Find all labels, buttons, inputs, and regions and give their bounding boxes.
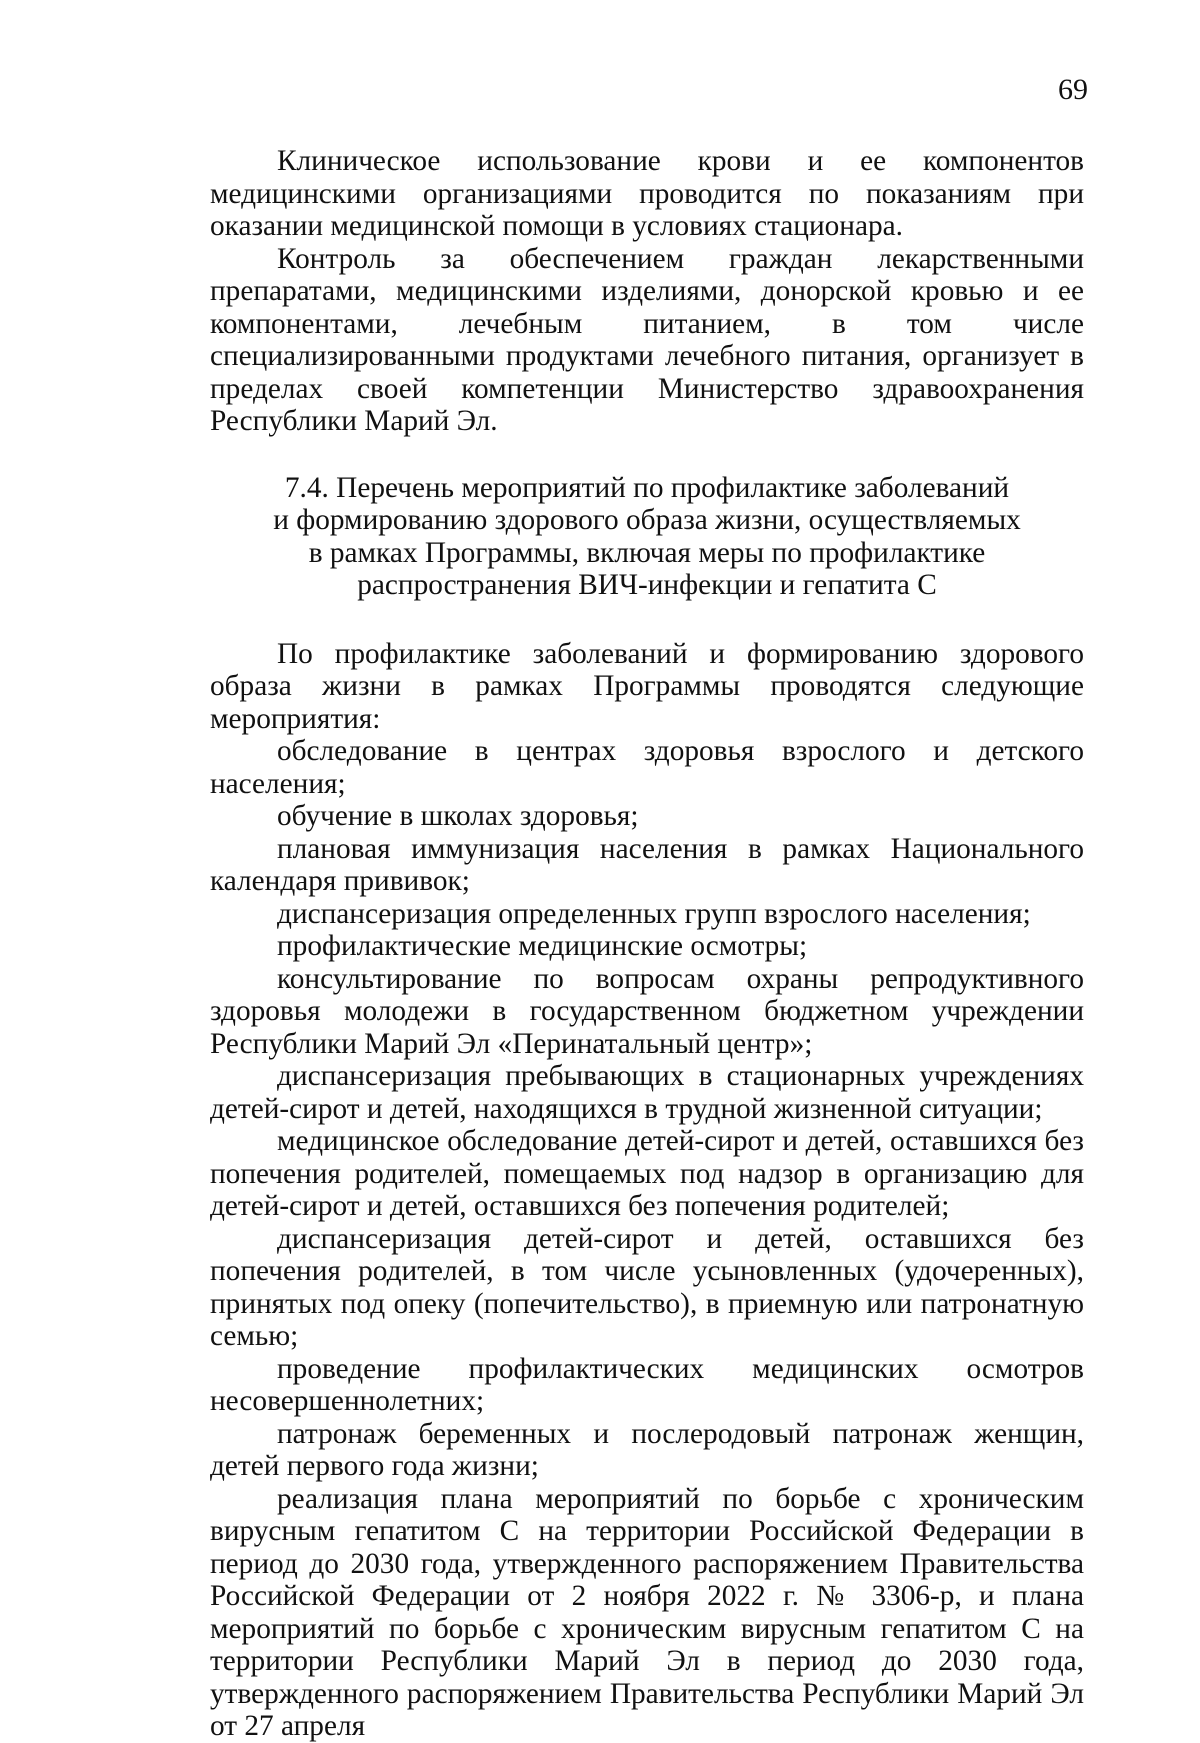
list-item: диспансеризация определенных групп взрослого населения; [277,897,1031,930]
list-item: патронаж беременных и послеродовый патронаж женщин, детей первого года жизни; [210,1417,1084,1482]
section-heading-line: распространения ВИЧ-инфекции и гепатита С [357,569,937,601]
list-item: плановая иммунизация населения в рамках Национального календаря прививок; [210,832,1084,897]
section-heading [210,472,1084,602]
list-item: медицинское обследование детей-сирот и детей, оставшихся без попечения родителей, помещаемых под надзор в организацию для детей-сирот и детей, оставшихся без попечения родителей; [210,1125,1084,1222]
paragraph-intro: По профилактике заболеваний и формированию здорового образа жизни в рамках Программы проводятся следующие мероприятия: [210,637,1084,735]
list-item: консультирование по вопросам охраны репродуктивного здоровья молодежи в государственном бюджетном учреждении Республики Марий Эл «Перинатальный центр»; [210,962,1084,1060]
section-heading-line: в рамках Программы, включая меры по профилактике [308,536,986,569]
list-item: обследование в центрах здоровья взрослого и детского населения; [210,735,1084,800]
paragraph-supply-control: Контроль за обеспечением граждан лекарственными препаратами, медицинскими изделиями, донорской кровью и ее компонентами, лечебным питанием, в том числе специализированными продуктами лечебного питания, организует в пределах своей компетенции Министерство здравоохранения Республики Марий Эл. [210,242,1084,437]
list-item: диспансеризация пребывающих в стационарных учреждениях детей-сирот и детей, находящихся в трудной жизненной ситуации; [210,1060,1084,1125]
paragraph-blood-use: Клиническое использование крови и ее компонентов медицинскими организациями проводится по показаниям при оказании медицинской помощи в условиях стационара. [210,145,1084,242]
list-item: реализация плана мероприятий по борьбе с хроническим вирусным гепатитом С на территории Российской Федерации в период до 2030 года, утвержденного распоряжением Правительства Российской Федерации от 2 ноября 2022 г. № 3306-р, и плана мероприятий по борьбе с хроническим вирусным гепатитом С на территории Республики Марий Эл в период до 2030 года, утвержденного распоряжением Правительства Республики Марий Эл от 27 апреля [210,1482,1084,1742]
list-item: проведение профилактических медицинских осмотров несовершеннолетних; [210,1352,1084,1417]
page-number: 69 [1058,73,1088,106]
section-heading-line: 7.4. Перечень мероприятий по профилактике заболеваний [284,471,1010,504]
section-heading-line: и формированию здорового образа жизни, осуществляемых [273,504,1021,536]
list-item: профилактические медицинские осмотры; [277,930,808,962]
list-item: диспансеризация детей-сирот и детей, оставшихся без попечения родителей, в том числе усыновленных (удочеренных), принятых под опеку (попечительство), в приемную или патронатную семью; [210,1222,1084,1352]
list-item: обучение в школах здоровья; [277,800,639,832]
page-content [210,145,1084,1743]
